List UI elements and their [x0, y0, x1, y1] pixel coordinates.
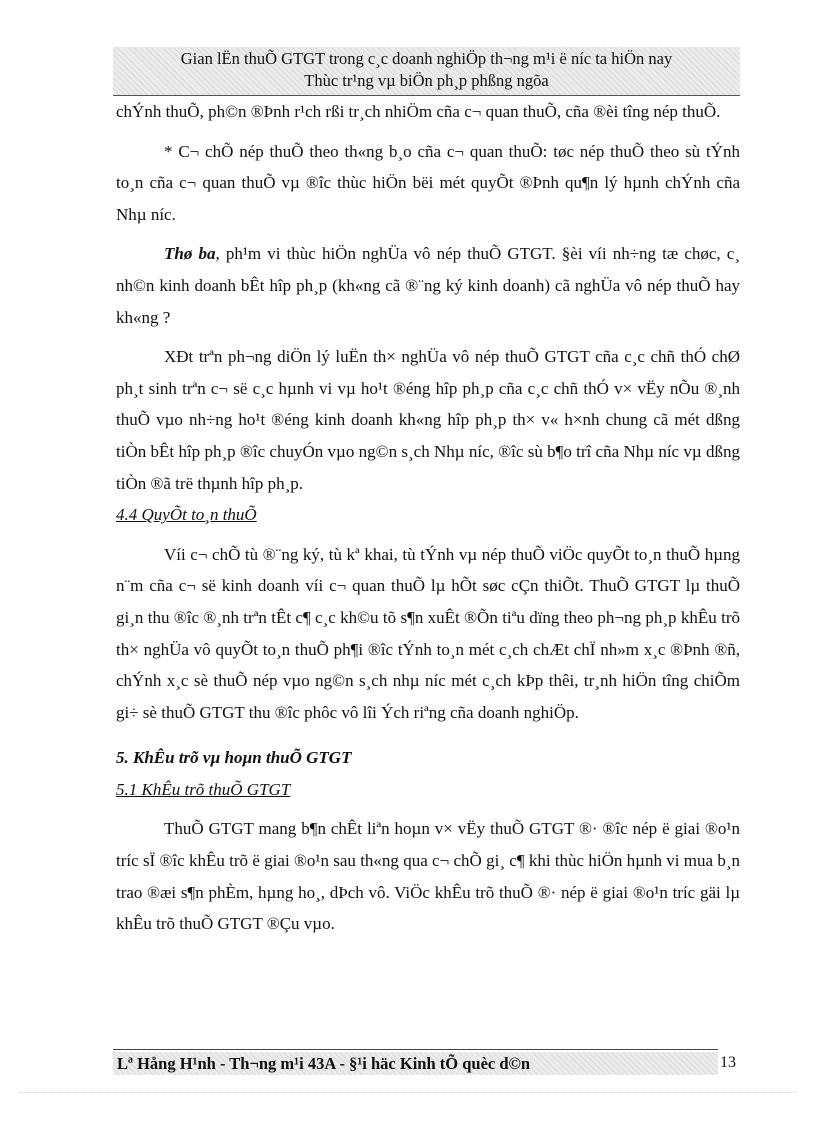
paragraph: chÝnh thuÕ, ph©n ®Þnh r¹ch rßi tr¸ch nhiÖm cña c¬ quan thuÕ, cña ®èi tîng nép thuÕ.: [116, 102, 721, 121]
page-number: 13: [720, 1054, 736, 1071]
paragraph: * C¬ chÕ nép thuÕ theo th«ng b¸o cña c¬ quan thuÕ: tøc nép thuÕ theo sù tÝnh to¸n cña c¬ quan thuÕ vµ ®îc thùc hiÖn bëi mét quyÕt ®Þnh qu¶n lý hµnh chÝnh cña Nhµ níc.: [116, 141, 740, 224]
header-subtitle: Thùc tr¹ng vµ biÖn ph¸p phßng ngõa: [304, 71, 549, 90]
subsection-heading: 4.4 QuyÕt to¸n thuÕ: [116, 505, 257, 525]
header-title: Gian lËn thuÕ GTGT trong c¸c doanh nghiÖp th¬ng m¹i ë níc ta hiÖn nay: [180, 49, 673, 68]
paragraph: [116, 238, 740, 333]
running-footer: Lª Hång H¹nh - Th¬ng m¹i 43A - §¹i häc Kinh tÕ quèc d©n: [113, 1052, 718, 1075]
subsection-heading: 5.1 KhÊu trõ thuÕ GTGT: [116, 779, 291, 799]
paragraph: Víi c¬ chÕ tù ®¨ng ký, tù kª khai, tù tÝnh vµ nép thuÕ viÖc quyÕt to¸n thuÕ hµng n¨m cña c¬ së kinh doanh víi c¬ quan thuÕ lµ hÕt søc cÇn thiÕt. ThuÕ GTGT lµ thuÕ gi¸n thu ®îc ®¸nh trªn tÊt c¶ c¸c kh©u tõ s¶n xuÊt ®Õn tiªu dïng theo ph¬ng ph¸p khÊu trõ th× nghÜa vô quyÕt to¸n thuÕ ph¶i ®îc tÝnh to¸n mét c¸ch chÆt chÏ nh»m x¸c ®Þnh ®ñ, chÝnh x¸c sè thuÕ nép vµo ng©n s¸ch nhµ níc mét c¸ch kÞp thêi, tr¸nh hiÖn tîng chiÕm gi÷ sè thuÕ GTGT thu ®îc phôc vô lîi Ých riªng cña doanh nghiÖp.: [116, 544, 740, 722]
running-header: [113, 47, 740, 95]
section-heading: 5. KhÊu trõ vµ hoµn thuÕ GTGT: [116, 748, 352, 768]
paragraph: ThuÕ GTGT mang b¶n chÊt liªn hoµn v× vËy thuÕ GTGT ®· ®îc nép ë giai ®o¹n tríc sÏ ®îc khÊu trõ ë giai ®o¹n sau th«ng qua c¬ chÕ gi¸ c¶ khi thùc hiÖn hµnh vi mua b¸n trao ®æi s¶n phÈm, hµng ho¸, dÞch vô. ViÖc khÊu trõ thuÕ ®· nép ë giai ®o¹n tríc gäi lµ khÊu trõ thuÕ GTGT ®Çu vµo.: [116, 819, 740, 934]
emphasis-lead: Thø ba: [164, 244, 216, 264]
page-body: [116, 96, 740, 940]
paragraph: XÐt trªn ph¬ng diÖn lý luËn th× nghÜa vô nép thuÕ GTGT cña c¸c chñ thÓ chØ ph¸t sinh trªn c¬ së c¸c hµnh vi vµ ho¹t ®éng hîp ph¸p cña c¸c chñ thÓ v× vËy nÕu ®¸nh thuÕ vµo nh÷ng ho¹t ®éng kinh doanh kh«ng hîp ph¸p th× v« h×nh chung cã mét dßng tiÒn bÊt hîp ph¸p ®îc chuyÓn vµo ng©n s¸ch Nhµ níc, ®îc sù b¶o trî cña Nhµ níc vµ dßng tiÒn ®ã trë thµnh hîp ph¸p.: [116, 347, 740, 493]
paragraph-text: , ph¹m vi thùc hiÖn nghÜa vô nép thuÕ GTGT. §èi víi nh÷ng tæ chøc, c¸ nh©n kinh doanh bÊt hîp ph¸p (kh«ng cã ®¨ng ký kinh doanh) cã nghÜa vô nép thuÕ hay kh«ng ?: [116, 244, 740, 327]
page-edge: [20, 1092, 796, 1093]
footer-divider: [113, 1049, 718, 1050]
